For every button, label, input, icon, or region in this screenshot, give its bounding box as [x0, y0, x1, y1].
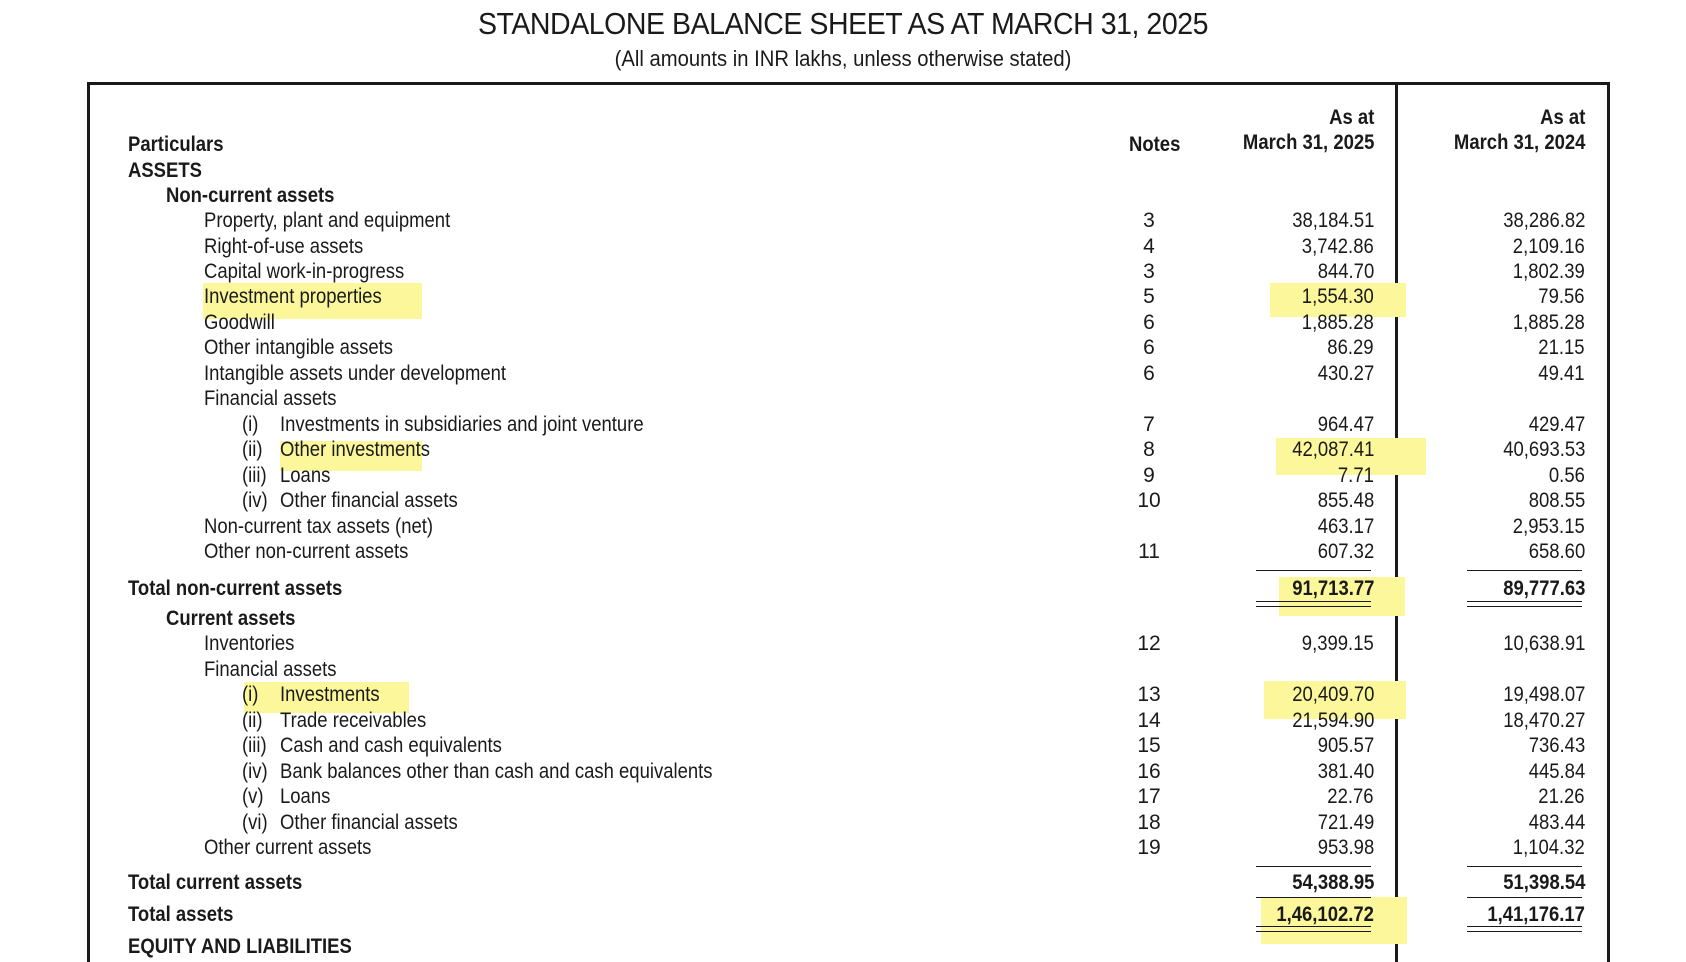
- row-label: Investments: [280, 683, 380, 706]
- row-note: 6: [1143, 311, 1155, 334]
- row-note: 5: [1143, 285, 1155, 308]
- row-roman: (vi): [242, 811, 268, 834]
- row-value-2024: 808.55: [1528, 489, 1585, 512]
- row-label: Financial assets: [204, 387, 337, 410]
- row-note: 10: [1137, 489, 1161, 512]
- row-roman: (v): [242, 785, 264, 808]
- row-value-2024: 658.60: [1528, 540, 1585, 563]
- total-non-current-label: Total non-current assets: [128, 577, 343, 600]
- row-label: Trade receivables: [280, 709, 427, 732]
- double-rule-2024: [1467, 601, 1582, 607]
- row-value-2024: 49.41: [1538, 362, 1585, 385]
- row-value-2025: 905.57: [1317, 734, 1374, 757]
- column-header-date-2025: March 31, 2025: [1242, 131, 1374, 154]
- subtotal-rule-2025: [1256, 570, 1371, 571]
- row-label: Capital work-in-progress: [204, 260, 405, 283]
- row-note: 14: [1137, 709, 1161, 732]
- row-label: Right-of-use assets: [204, 235, 364, 258]
- row-note: 9: [1143, 464, 1155, 487]
- section-assets: ASSETS: [128, 159, 202, 182]
- row-note: 18: [1137, 811, 1161, 834]
- total-non-current-2024: 89,777.63: [1502, 577, 1585, 600]
- row-label: Loans: [280, 464, 331, 487]
- column-header-particulars: Particulars: [128, 133, 224, 156]
- total-current-2024: 51,398.54: [1502, 871, 1585, 894]
- row-value-2024: 736.43: [1528, 734, 1585, 757]
- row-roman: (iii): [242, 734, 267, 757]
- row-label: Intangible assets under development: [204, 362, 507, 385]
- column-header-as-at-2025: As at: [1328, 106, 1374, 129]
- row-label: Investments in subsidiaries and joint venture: [280, 413, 644, 436]
- row-roman: (iv): [242, 489, 268, 512]
- row-value-2025: 22.76: [1327, 785, 1374, 808]
- row-value-2025: 7.71: [1338, 464, 1374, 487]
- row-value-2025: 1,554.30: [1302, 285, 1374, 308]
- row-value-2024: 1,802.39: [1513, 260, 1585, 283]
- row-roman: (iii): [242, 464, 267, 487]
- row-value-2024: 1,104.32: [1513, 836, 1585, 859]
- column-header-as-at-2024: As at: [1539, 106, 1585, 129]
- row-label: Loans: [280, 785, 331, 808]
- row-value-2025: 381.40: [1317, 760, 1374, 783]
- row-value-2024: 2,109.16: [1513, 235, 1585, 258]
- row-roman: (ii): [242, 438, 263, 461]
- row-note: 16: [1137, 760, 1161, 783]
- row-value-2024: 2,953.15: [1513, 515, 1585, 538]
- row-roman: (iv): [242, 760, 268, 783]
- column-header-notes: Notes: [1129, 133, 1181, 156]
- row-value-2025: 964.47: [1317, 413, 1374, 436]
- row-note: 3: [1143, 260, 1155, 283]
- row-value-2024: 40,693.53: [1502, 438, 1585, 461]
- row-note: 7: [1143, 413, 1155, 436]
- statement-subtitle: (All amounts in INR lakhs, unless otherwise stated): [614, 46, 1072, 71]
- row-roman: (i): [242, 413, 259, 436]
- column-divider: [1395, 82, 1398, 962]
- row-note: 4: [1143, 235, 1155, 258]
- total-assets-2024: 1,41,176.17: [1487, 903, 1585, 926]
- row-value-2025: 1,885.28: [1302, 311, 1374, 334]
- row-roman: (ii): [242, 709, 263, 732]
- row-value-2025: 463.17: [1317, 515, 1374, 538]
- row-label: Financial assets: [204, 658, 337, 681]
- row-note: 13: [1137, 683, 1161, 706]
- row-value-2024: 18,470.27: [1502, 709, 1585, 732]
- row-value-2025: 86.29: [1327, 336, 1374, 359]
- row-note: 19: [1137, 836, 1161, 859]
- row-value-2025: 721.49: [1317, 811, 1374, 834]
- row-value-2025: 38,184.51: [1291, 209, 1374, 232]
- total-rule-2025: [1256, 897, 1371, 898]
- row-value-2024: 19,498.07: [1502, 683, 1585, 706]
- row-note: 11: [1138, 540, 1160, 563]
- total-current-label: Total current assets: [128, 871, 303, 894]
- row-value-2024: 38,286.82: [1502, 209, 1585, 232]
- row-label: Other financial assets: [280, 811, 458, 834]
- row-value-2024: 0.56: [1549, 464, 1585, 487]
- row-label: Goodwill: [204, 311, 275, 334]
- row-note: 12: [1137, 632, 1161, 655]
- row-value-2025: 21,594.90: [1291, 709, 1374, 732]
- row-value-2025: 3,742.86: [1302, 235, 1374, 258]
- row-value-2024: 1,885.28: [1513, 311, 1585, 334]
- row-label: Other non-current assets: [204, 540, 409, 563]
- row-note: 6: [1143, 362, 1155, 385]
- total-assets-2025: 1,46,102.72: [1276, 903, 1374, 926]
- double-rule-2025: [1256, 926, 1371, 932]
- row-label: Other investments: [280, 438, 430, 461]
- column-header-date-2024: March 31, 2024: [1453, 131, 1585, 154]
- subtotal-rule-2024: [1467, 570, 1582, 571]
- total-non-current-2025: 91,713.77: [1291, 577, 1374, 600]
- row-note: 3: [1143, 209, 1155, 232]
- total-current-2025: 54,388.95: [1291, 871, 1374, 894]
- row-value-2024: 79.56: [1538, 285, 1585, 308]
- row-label: Other current assets: [204, 836, 372, 859]
- row-value-2025: 430.27: [1317, 362, 1374, 385]
- row-label: Investment properties: [204, 285, 382, 308]
- row-value-2025: 42,087.41: [1291, 438, 1374, 461]
- row-value-2024: 21.15: [1538, 336, 1585, 359]
- row-value-2025: 953.98: [1317, 836, 1374, 859]
- row-value-2024: 21.26: [1538, 785, 1585, 808]
- subtotal-rule-2025: [1256, 866, 1371, 867]
- row-label: Other intangible assets: [204, 336, 394, 359]
- section-current-assets: Current assets: [166, 607, 296, 630]
- row-value-2025: 844.70: [1317, 260, 1374, 283]
- row-label: Cash and cash equivalents: [280, 734, 502, 757]
- row-value-2024: 10,638.91: [1502, 632, 1585, 655]
- row-note: 8: [1143, 438, 1155, 461]
- row-label: Property, plant and equipment: [204, 209, 451, 232]
- row-value-2024: 483.44: [1528, 811, 1585, 834]
- subtotal-rule-2024: [1467, 866, 1582, 867]
- total-rule-2024: [1467, 897, 1582, 898]
- row-note: 15: [1137, 734, 1161, 757]
- row-label: Other financial assets: [280, 489, 458, 512]
- double-rule-2025: [1256, 601, 1371, 607]
- double-rule-2024: [1467, 926, 1582, 932]
- row-label: Non-current tax assets (net): [204, 515, 434, 538]
- row-value-2025: 20,409.70: [1291, 683, 1374, 706]
- row-value-2024: 429.47: [1528, 413, 1585, 436]
- row-value-2025: 9,399.15: [1302, 632, 1374, 655]
- row-value-2025: 607.32: [1317, 540, 1374, 563]
- row-value-2024: 445.84: [1528, 760, 1585, 783]
- row-note: 17: [1137, 785, 1161, 808]
- total-assets-label: Total assets: [128, 903, 234, 926]
- row-note: 6: [1143, 336, 1155, 359]
- row-label: Inventories: [204, 632, 295, 655]
- row-value-2025: 855.48: [1317, 489, 1374, 512]
- statement-title: STANDALONE BALANCE SHEET AS AT MARCH 31, 2025: [477, 6, 1209, 41]
- row-roman: (i): [242, 683, 259, 706]
- section-non-current-assets: Non-current assets: [166, 184, 335, 207]
- section-equity-liabilities: EQUITY AND LIABILITIES: [128, 935, 352, 958]
- row-label: Bank balances other than cash and cash equivalents: [280, 760, 713, 783]
